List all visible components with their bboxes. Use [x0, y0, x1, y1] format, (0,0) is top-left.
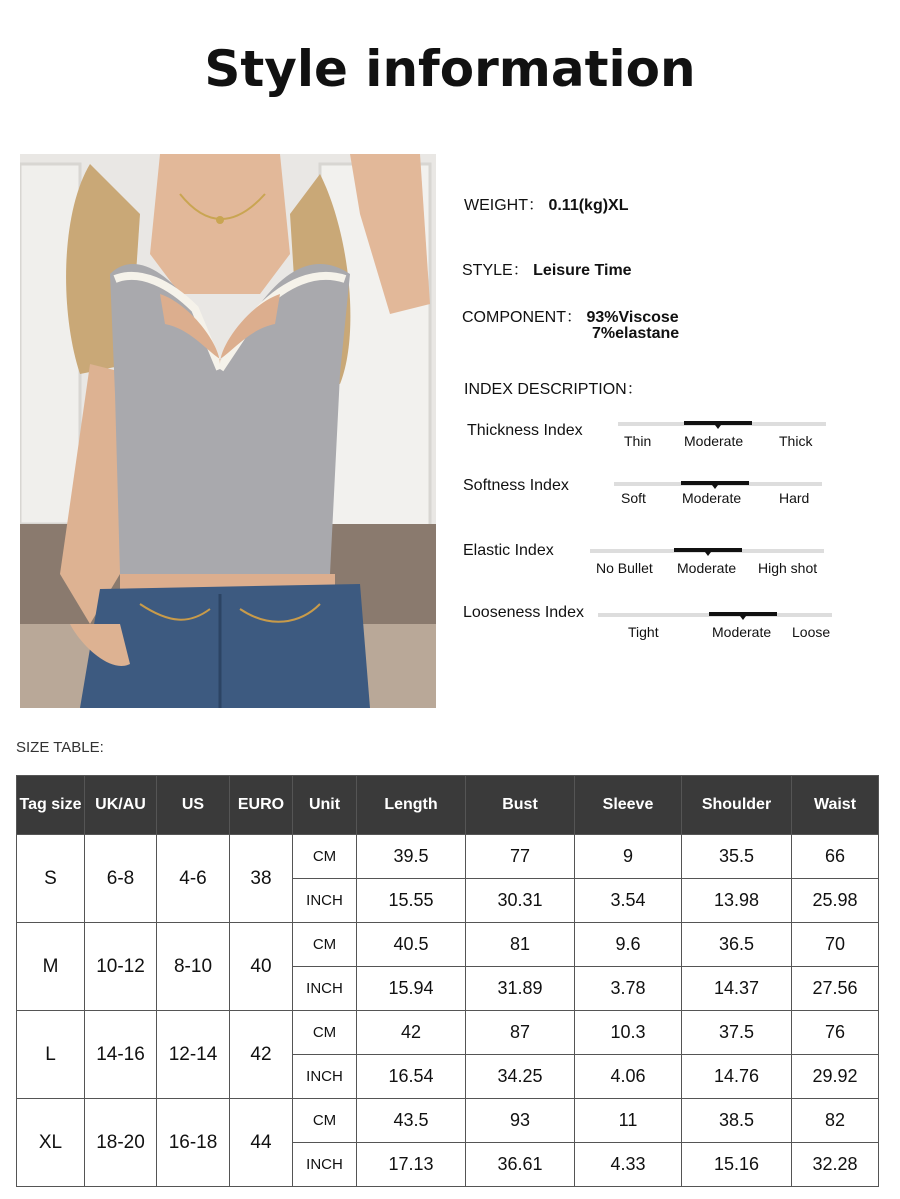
shoulder-cell: 35.5	[682, 835, 792, 879]
waist-cell: 32.28	[792, 1143, 879, 1187]
shoulder-cell: 14.76	[682, 1055, 792, 1099]
us-cell: 16-18	[157, 1099, 230, 1187]
elastic-option-high-shot: High shot	[758, 560, 818, 576]
looseness-index-label: Looseness Index	[463, 604, 584, 621]
shoulder-cell: 37.5	[682, 1011, 792, 1055]
bust-cell: 93	[466, 1099, 575, 1143]
shoulder-cell: 13.98	[682, 879, 792, 923]
unit-cell: INCH	[293, 1143, 357, 1187]
euro-cell: 42	[230, 1011, 293, 1099]
waist-cell: 27.56	[792, 967, 879, 1011]
table-row	[17, 835, 879, 879]
softness-option-soft: Soft	[621, 490, 646, 506]
unit-cell: CM	[293, 1099, 357, 1143]
softness-option-hard: Hard	[779, 490, 810, 506]
shoulder-cell: 36.5	[682, 923, 792, 967]
uk-cell: 6-8	[85, 835, 157, 923]
looseness-index-scale	[598, 613, 832, 617]
sleeve-cell: 3.54	[575, 879, 682, 923]
length-cell: 40.5	[357, 923, 466, 967]
waist-cell: 82	[792, 1099, 879, 1143]
softness-index-label: Softness Index	[463, 477, 569, 494]
sleeve-cell: 11	[575, 1099, 682, 1143]
header-uk-au: UK/AU	[85, 776, 157, 835]
shoulder-cell: 15.16	[682, 1143, 792, 1187]
size-cell: L	[17, 1011, 85, 1099]
size-cell: XL	[17, 1099, 85, 1187]
thickness-option-thin: Thin	[624, 433, 652, 449]
looseness-index-marker	[740, 616, 746, 620]
elastic-option-no-bullet: No Bullet	[596, 560, 653, 576]
bust-cell: 31.89	[466, 967, 575, 1011]
unit-cell: CM	[293, 1011, 357, 1055]
weight-label: WEIGHT：	[464, 197, 544, 214]
header-unit: Unit	[293, 776, 357, 835]
elastic-index-label: Elastic Index	[463, 542, 554, 559]
waist-cell: 66	[792, 835, 879, 879]
product-photo	[20, 154, 436, 708]
euro-cell: 38	[230, 835, 293, 923]
size-table-title: SIZE TABLE:	[16, 739, 104, 756]
uk-cell: 10-12	[85, 923, 157, 1011]
header-tag-size: Tag size	[17, 776, 85, 835]
header-sleeve: Sleeve	[575, 776, 682, 835]
style-label: STYLE：	[462, 262, 529, 279]
index-description-heading: INDEX DESCRIPTION：	[464, 381, 643, 398]
waist-cell: 76	[792, 1011, 879, 1055]
unit-cell: CM	[293, 923, 357, 967]
sleeve-cell: 10.3	[575, 1011, 682, 1055]
weight-value: 0.11(kg)XL	[548, 197, 629, 214]
sleeve-cell: 3.78	[575, 967, 682, 1011]
bust-cell: 30.31	[466, 879, 575, 923]
weight-info	[464, 192, 628, 215]
looseness-option-tight: Tight	[628, 624, 659, 640]
uk-cell: 14-16	[85, 1011, 157, 1099]
header-bust: Bust	[466, 776, 575, 835]
sleeve-cell: 9.6	[575, 923, 682, 967]
euro-cell: 44	[230, 1099, 293, 1187]
style-value: Leisure Time	[533, 262, 632, 279]
table-row	[17, 1099, 879, 1143]
waist-cell: 29.92	[792, 1055, 879, 1099]
softness-index-scale	[614, 482, 822, 486]
elastic-option-moderate: Moderate	[677, 560, 737, 576]
elastic-index-marker	[705, 552, 711, 556]
shoulder-cell: 14.37	[682, 967, 792, 1011]
bust-cell: 87	[466, 1011, 575, 1055]
thickness-index-label: Thickness Index	[467, 422, 583, 439]
thickness-index-scale	[618, 422, 826, 426]
unit-cell: INCH	[293, 967, 357, 1011]
softness-option-moderate: Moderate	[682, 490, 742, 506]
waist-cell: 70	[792, 923, 879, 967]
looseness-option-loose: Loose	[792, 624, 831, 640]
size-cell: M	[17, 923, 85, 1011]
length-cell: 15.94	[357, 967, 466, 1011]
header-euro: EURO	[230, 776, 293, 835]
page-title: Style information	[204, 40, 696, 98]
component-info	[462, 304, 679, 327]
us-cell: 4-6	[157, 835, 230, 923]
length-cell: 43.5	[357, 1099, 466, 1143]
component-value-2: 7%elastane	[592, 325, 680, 342]
unit-cell: INCH	[293, 879, 357, 923]
table-row	[17, 1011, 879, 1055]
bust-cell: 34.25	[466, 1055, 575, 1099]
header-us: US	[157, 776, 230, 835]
size-table	[16, 775, 879, 1187]
length-cell: 15.55	[357, 879, 466, 923]
size-cell: S	[17, 835, 85, 923]
component-value-1: 93%Viscose	[586, 309, 679, 326]
header-shoulder: Shoulder	[682, 776, 792, 835]
length-cell: 17.13	[357, 1143, 466, 1187]
length-cell: 16.54	[357, 1055, 466, 1099]
sleeve-cell: 9	[575, 835, 682, 879]
elastic-index-scale	[590, 549, 824, 553]
shoulder-cell: 38.5	[682, 1099, 792, 1143]
product-photo-illustration	[20, 154, 436, 708]
looseness-option-moderate: Moderate	[712, 624, 772, 640]
us-cell: 8-10	[157, 923, 230, 1011]
euro-cell: 40	[230, 923, 293, 1011]
table-row	[17, 923, 879, 967]
length-cell: 42	[357, 1011, 466, 1055]
sleeve-cell: 4.33	[575, 1143, 682, 1187]
softness-index-marker	[712, 485, 718, 489]
sleeve-cell: 4.06	[575, 1055, 682, 1099]
header-length: Length	[357, 776, 466, 835]
thickness-option-thick: Thick	[779, 433, 813, 449]
thickness-index-marker	[715, 425, 721, 429]
unit-cell: CM	[293, 835, 357, 879]
bust-cell: 36.61	[466, 1143, 575, 1187]
us-cell: 12-14	[157, 1011, 230, 1099]
waist-cell: 25.98	[792, 879, 879, 923]
bust-cell: 81	[466, 923, 575, 967]
bust-cell: 77	[466, 835, 575, 879]
length-cell: 39.5	[357, 835, 466, 879]
size-table-header-row	[17, 776, 879, 835]
style-info	[462, 257, 632, 280]
thickness-option-moderate: Moderate	[684, 433, 744, 449]
header-waist: Waist	[792, 776, 879, 835]
component-label: COMPONENT：	[462, 309, 583, 326]
uk-cell: 18-20	[85, 1099, 157, 1187]
unit-cell: INCH	[293, 1055, 357, 1099]
